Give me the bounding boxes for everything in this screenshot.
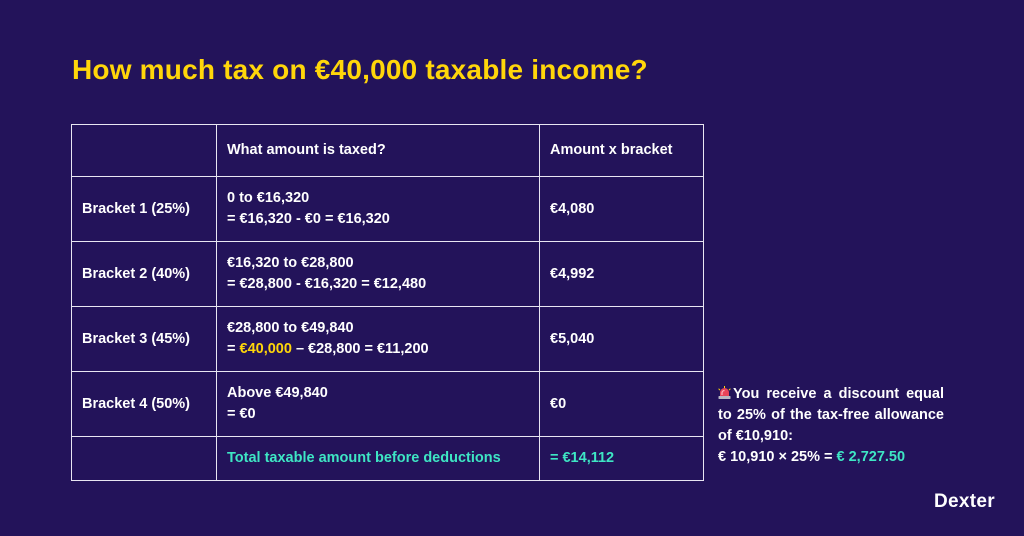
table-row <box>72 242 704 307</box>
taxed-amount-cell <box>217 307 540 372</box>
header-cell-bracket <box>72 125 217 177</box>
taxed-range: 0 to €16,320 <box>227 190 310 206</box>
bracket-tax-amount: €5,040 <box>540 307 704 372</box>
table-header-row <box>72 125 704 177</box>
taxed-calculation: = €28,800 - €16,320 = €12,480 <box>227 276 427 292</box>
taxed-range: Above €49,840 <box>227 385 328 401</box>
dexter-logo: Dexter <box>934 491 995 512</box>
discount-note-text-wrap <box>718 384 944 447</box>
table-row <box>72 307 704 372</box>
bracket-label: Bracket 4 (50%) <box>72 372 217 437</box>
taxed-calculation: = €0 <box>227 406 256 422</box>
discount-calculation <box>718 447 944 468</box>
taxed-calculation: = €16,320 - €0 = €16,320 <box>227 211 390 227</box>
bracket-tax-amount: €0 <box>540 372 704 437</box>
table-total-row <box>72 437 704 481</box>
bracket-label: Bracket 1 (25%) <box>72 177 217 242</box>
taxed-amount-cell <box>217 372 540 437</box>
taxed-range: €16,320 to €28,800 <box>227 255 354 271</box>
bracket-tax-amount: €4,992 <box>540 242 704 307</box>
taxable-income-highlight: €40,000 <box>239 341 292 357</box>
discount-note <box>718 384 944 468</box>
discount-calc-prefix: € 10,910 × 25% = <box>718 449 837 465</box>
header-cell-amount-x-bracket: Amount x bracket <box>540 125 704 177</box>
taxed-range: €28,800 to €49,840 <box>227 320 354 336</box>
table-row <box>72 177 704 242</box>
siren-icon <box>718 385 731 398</box>
table-row <box>72 372 704 437</box>
bracket-label: Bracket 3 (45%) <box>72 307 217 372</box>
calc-prefix: = <box>227 341 240 357</box>
total-empty-cell <box>72 437 217 481</box>
discount-note-text: You receive a discount equal to 25% of the tax-free allowance of €10,910: <box>718 386 944 444</box>
taxed-amount-cell <box>217 242 540 307</box>
discount-value: € 2,727.50 <box>836 449 906 465</box>
tax-bracket-table <box>71 124 704 481</box>
header-cell-amount-taxed: What amount is taxed? <box>217 125 540 177</box>
page-title: How much tax on €40,000 taxable income? <box>72 54 648 85</box>
total-label: Total taxable amount before deductions <box>217 437 540 481</box>
taxed-calculation <box>227 339 529 360</box>
calc-suffix: – €28,800 = €11,200 <box>291 341 429 357</box>
taxed-amount-cell <box>217 177 540 242</box>
bracket-label: Bracket 2 (40%) <box>72 242 217 307</box>
total-value: = €14,112 <box>540 437 704 481</box>
bracket-tax-amount: €4,080 <box>540 177 704 242</box>
